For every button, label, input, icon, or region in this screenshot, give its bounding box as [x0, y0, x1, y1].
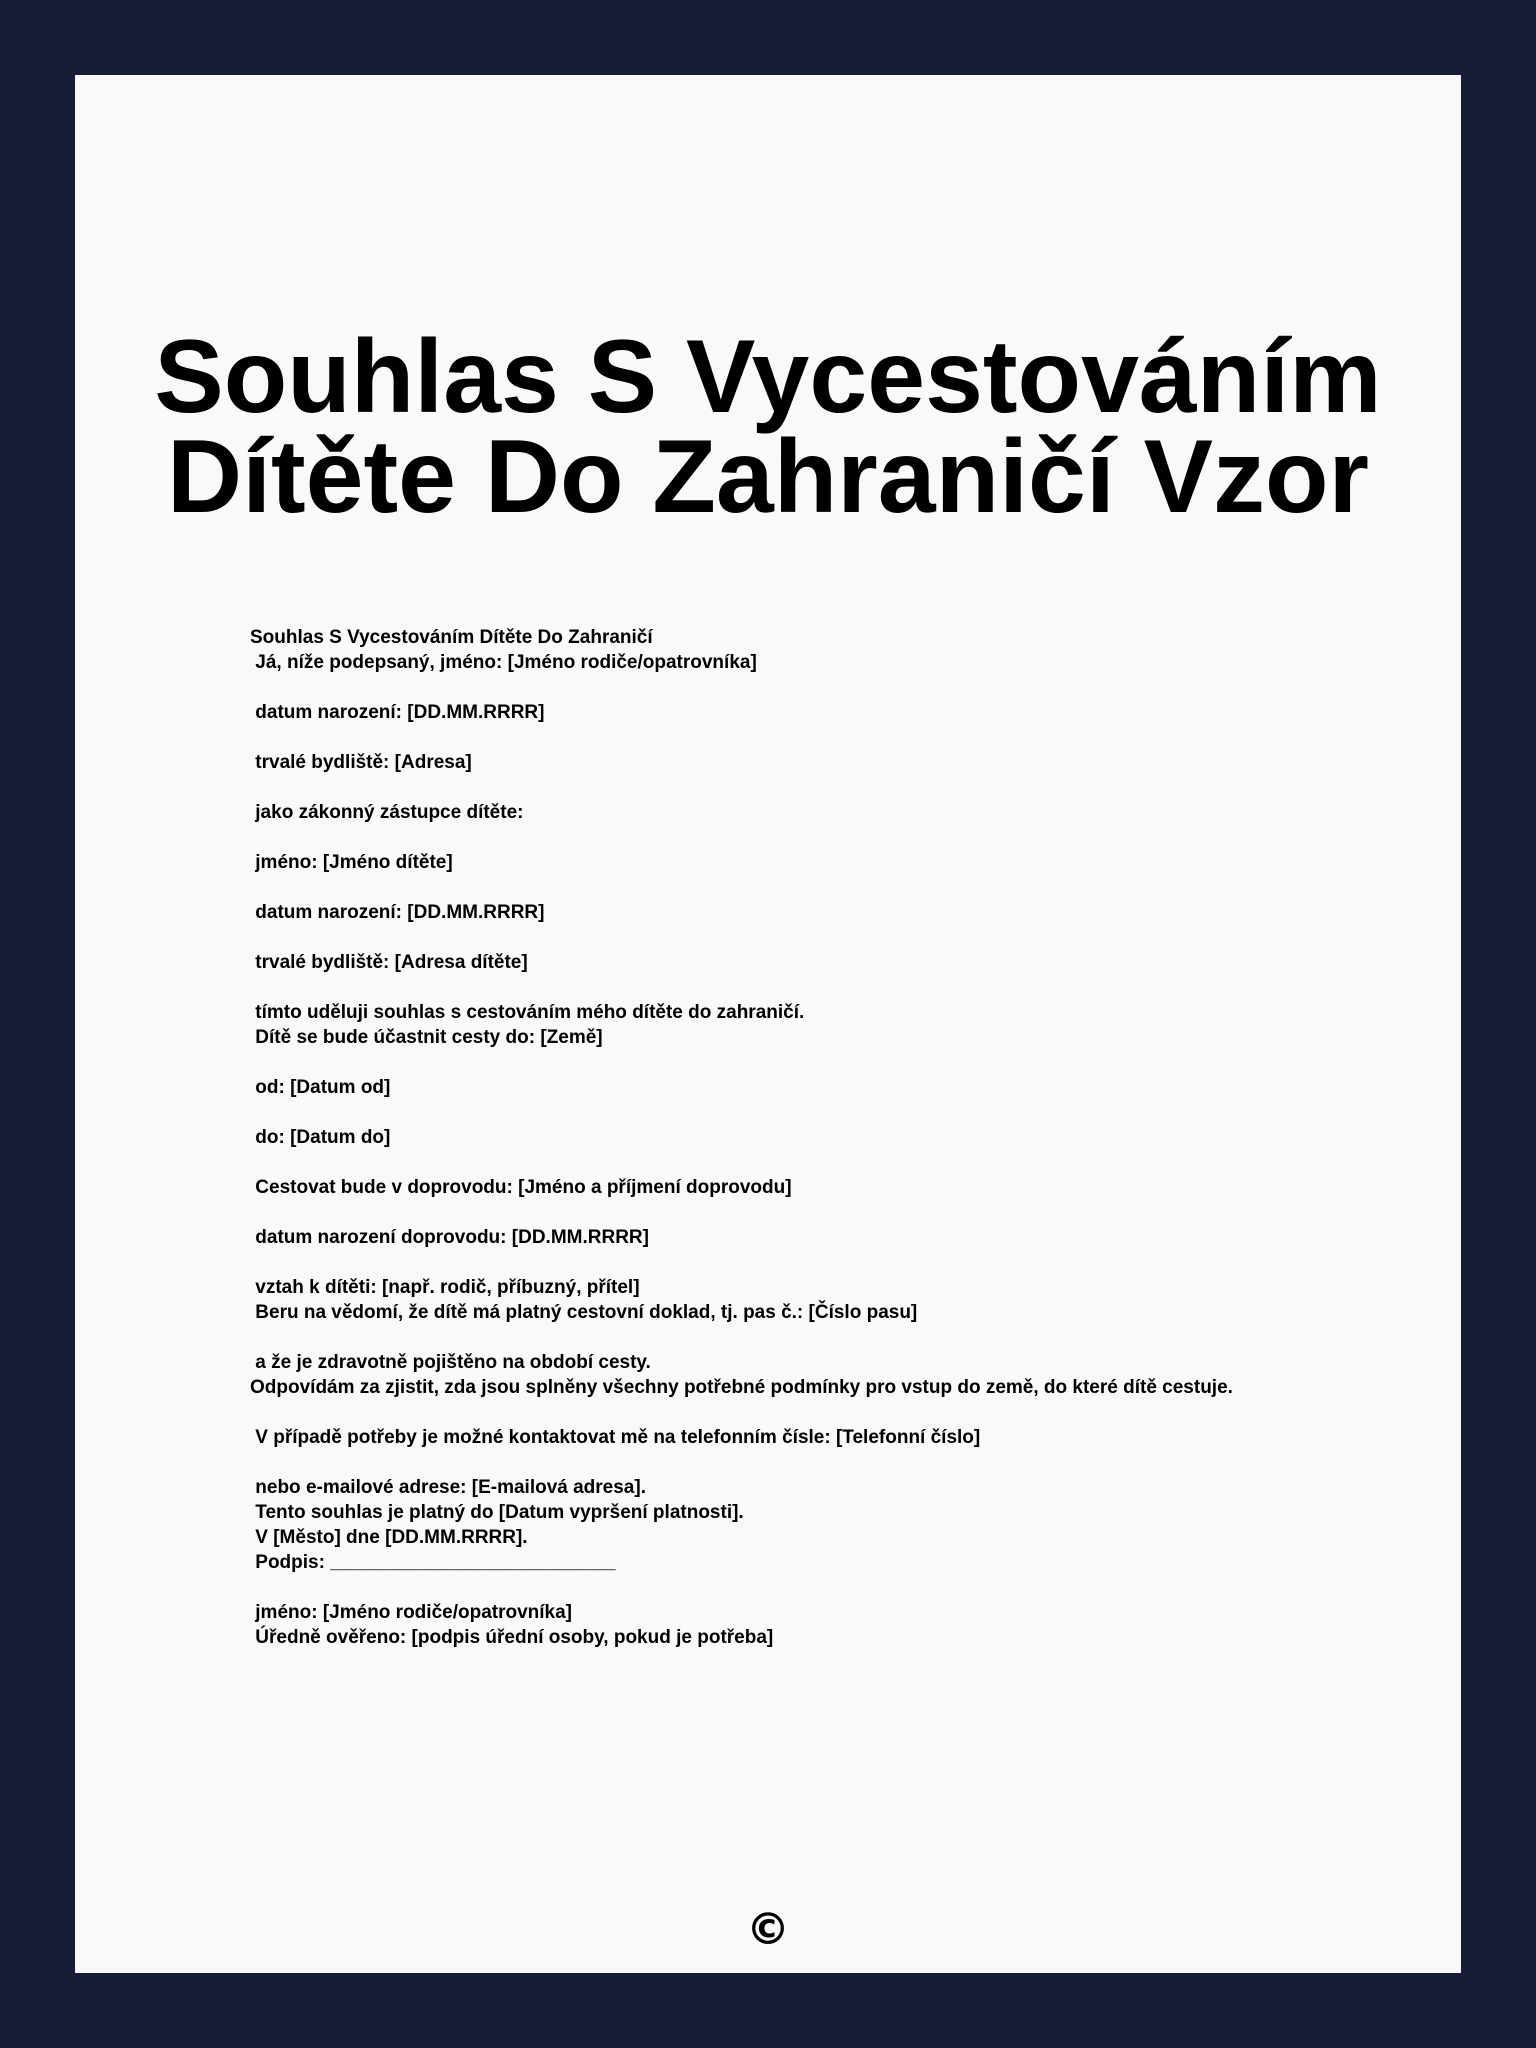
blank-line: [250, 875, 1350, 900]
companion-birthdate-line: datum narození doprovodu: [DD.MM.RRRR]: [250, 1227, 649, 1248]
blank-line: [250, 925, 1350, 950]
passport-line: Beru na vědomí, že dítě má platný cestovní doklad, tj. pas č.: [Číslo pasu]: [250, 1302, 918, 1323]
blank-line: [250, 1250, 1350, 1275]
child-birthdate-line: datum narození: [DD.MM.RRRR]: [250, 902, 545, 923]
blank-line: [250, 1200, 1350, 1225]
copyright-icon: ©: [746, 1904, 790, 1955]
date-from-line: od: [Datum od]: [250, 1077, 391, 1098]
document-heading: Souhlas S Vycestováním Dítěte Do Zahraničí: [250, 627, 653, 648]
signature-line: Podpis: ___________________________: [250, 1552, 616, 1573]
child-name-line: jméno: [Jméno dítěte]: [250, 852, 453, 873]
official-verification-line: Úředně ověřeno: [podpis úřední osoby, pokud je potřeba]: [250, 1627, 774, 1648]
blank-line: [250, 675, 1350, 700]
blank-line: [250, 1400, 1350, 1425]
email-contact-line: nebo e-mailové adrese: [E-mailová adresa].: [250, 1477, 646, 1498]
companion-name-line: Cestovat bude v doprovodu: [Jméno a příjmení doprovodu]: [250, 1177, 792, 1198]
parent-name-line: Já, níže podepsaný, jméno: [Jméno rodiče/opatrovníka]: [250, 652, 757, 673]
blank-line: [250, 1150, 1350, 1175]
blank-line: [250, 1050, 1350, 1075]
place-date-line: V [Město] dne [DD.MM.RRRR].: [250, 1527, 528, 1548]
signer-name-line: jméno: [Jméno rodiče/opatrovníka]: [250, 1602, 572, 1623]
blank-line: [250, 1450, 1350, 1475]
child-address-line: trvalé bydliště: [Adresa dítěte]: [250, 952, 528, 973]
parent-address-line: trvalé bydliště: [Adresa]: [250, 752, 472, 773]
page-title-line-1: Souhlas S Vycestováním: [154, 319, 1382, 435]
insurance-line: a že je zdravotně pojištěno na období cesty.: [250, 1352, 651, 1373]
page-title: [75, 319, 1461, 535]
validity-line: Tento souhlas je platný do [Datum vypršení platnosti].: [250, 1502, 744, 1523]
page-title-line-2: Dítěte Do Zahraničí Vzor: [167, 419, 1369, 535]
blank-line: [250, 975, 1350, 1000]
relationship-line: vztah k dítěti: [např. rodič, příbuzný, přítel]: [250, 1277, 640, 1298]
date-to-line: do: [Datum do]: [250, 1127, 391, 1148]
entry-conditions-line: Odpovídám za zjistit, zda jsou splněny všechny potřebné podmínky pro vstup do země, do které dítě cestuje.: [250, 1377, 1233, 1398]
destination-country-line: Dítě se bude účastnit cesty do: [Země]: [250, 1027, 603, 1048]
phone-contact-line: V případě potřeby je možné kontaktovat mě na telefonním čísle: [Telefonní číslo]: [250, 1427, 981, 1448]
blank-line: [250, 725, 1350, 750]
document-body: [250, 625, 1350, 1650]
blank-line: [250, 1575, 1350, 1600]
blank-line: [250, 775, 1350, 800]
consent-statement-line: tímto uděluji souhlas s cestováním mého dítěte do zahraničí.: [250, 1002, 805, 1023]
blank-line: [250, 1100, 1350, 1125]
legal-guardian-line: jako zákonný zástupce dítěte:: [250, 802, 524, 823]
blank-line: [250, 1325, 1350, 1350]
blank-line: [250, 825, 1350, 850]
document-page: [75, 75, 1461, 1973]
parent-birthdate-line: datum narození: [DD.MM.RRRR]: [250, 702, 545, 723]
